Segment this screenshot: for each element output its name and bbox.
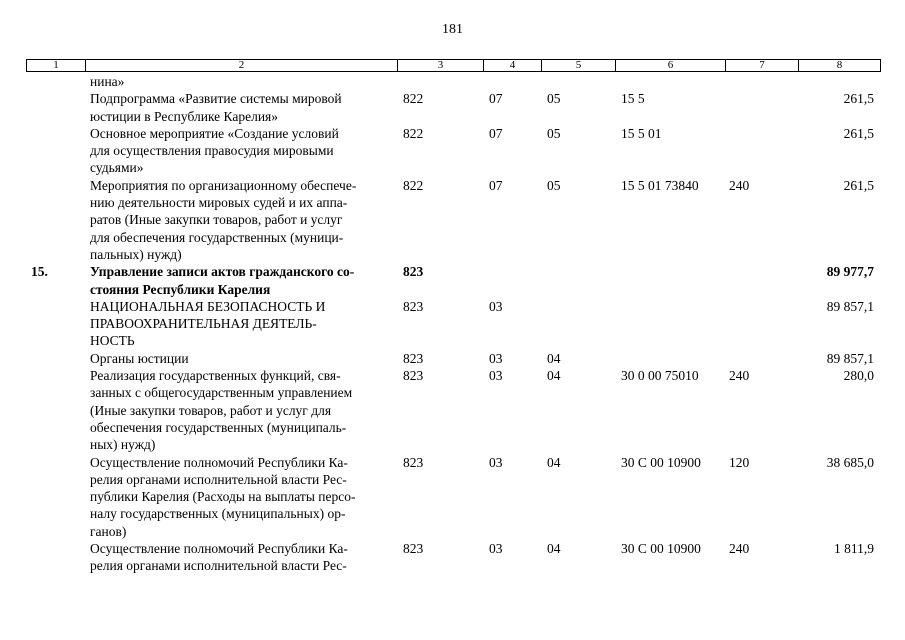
target-article-code: 30 С 00 10900 bbox=[621, 454, 701, 470]
section-code: 03 bbox=[489, 350, 503, 366]
subsection-code: 05 bbox=[547, 125, 561, 141]
row-name-line: обеспечения государственных (муниципаль- bbox=[90, 419, 347, 435]
department-code: 823 bbox=[403, 264, 424, 280]
subsection-code: 04 bbox=[547, 454, 561, 470]
department-code: 822 bbox=[403, 177, 424, 193]
amount: 280,0 bbox=[843, 368, 874, 384]
target-article-code: 30 С 00 10900 bbox=[621, 541, 701, 557]
department-code: 822 bbox=[403, 91, 424, 107]
row-name-line: ПРАВООХРАНИТЕЛЬНАЯ ДЕЯТЕЛЬ- bbox=[90, 316, 317, 332]
department-code: 823 bbox=[403, 298, 424, 314]
column-header-table bbox=[26, 59, 881, 72]
row-name-line: Органы юстиции bbox=[90, 350, 189, 366]
column-header-2: 2 bbox=[86, 60, 398, 72]
column-header-1: 1 bbox=[27, 60, 86, 72]
department-code: 822 bbox=[403, 125, 424, 141]
subsection-code: 05 bbox=[547, 177, 561, 193]
section-code: 07 bbox=[489, 177, 503, 193]
expense-type-code: 240 bbox=[729, 368, 750, 384]
row-name-line: нию деятельности мировых судей и их аппа- bbox=[90, 195, 348, 211]
amount: 38 685,0 bbox=[826, 454, 874, 470]
budget-table-body bbox=[26, 73, 880, 575]
row-name bbox=[90, 90, 398, 125]
target-article-code: 15 5 01 bbox=[621, 125, 662, 141]
section-code: 03 bbox=[489, 368, 503, 384]
row-name-line: Осуществление полномочий Республики Ка- bbox=[90, 454, 348, 470]
department-code: 823 bbox=[403, 368, 424, 384]
amount: 89 857,1 bbox=[826, 350, 874, 366]
table-row bbox=[26, 540, 880, 575]
amount: 261,5 bbox=[843, 177, 874, 193]
row-name-line: релия органами исполнительной власти Рес- bbox=[90, 558, 347, 574]
table-row bbox=[26, 90, 880, 125]
table-row bbox=[26, 125, 880, 177]
target-article-code: 15 5 01 73840 bbox=[621, 177, 699, 193]
row-name bbox=[90, 540, 398, 575]
row-name-line: судьями» bbox=[90, 160, 144, 176]
amount: 89 977,7 bbox=[826, 264, 874, 280]
row-name-line: ганов) bbox=[90, 523, 127, 539]
target-article-code: 30 0 00 75010 bbox=[621, 368, 699, 384]
row-name bbox=[90, 367, 398, 453]
table-row bbox=[26, 177, 880, 264]
column-header-row bbox=[27, 60, 881, 72]
subsection-code: 04 bbox=[547, 350, 561, 366]
table-row bbox=[26, 454, 880, 541]
section-code: 03 bbox=[489, 541, 503, 557]
row-name-line: для обеспечения государственных (муници- bbox=[90, 229, 344, 245]
row-name bbox=[90, 350, 398, 367]
column-header-7: 7 bbox=[726, 60, 799, 72]
row-name-line: Мероприятия по организационному обеспече- bbox=[90, 177, 357, 193]
department-code: 823 bbox=[403, 541, 424, 557]
row-name bbox=[90, 125, 398, 177]
amount: 89 857,1 bbox=[826, 298, 874, 314]
row-name-line: публики Карелия (Расходы на выплаты персо- bbox=[90, 489, 356, 505]
amount: 261,5 bbox=[843, 91, 874, 107]
row-name bbox=[90, 454, 398, 540]
row-name bbox=[90, 298, 398, 350]
row-name bbox=[90, 73, 398, 90]
row-name-line: Управление записи актов гражданского со- bbox=[90, 264, 355, 280]
subsection-code: 04 bbox=[547, 541, 561, 557]
table-row bbox=[26, 298, 880, 350]
subsection-code: 04 bbox=[547, 368, 561, 384]
row-name-line: НОСТЬ bbox=[90, 333, 135, 349]
row-name bbox=[90, 177, 398, 263]
row-name-line: юстиции в Республике Карелия» bbox=[90, 108, 279, 124]
row-name-line: для осуществления правосудия мировыми bbox=[90, 143, 334, 159]
column-header-8: 8 bbox=[799, 60, 881, 72]
row-name-line: налу государственных (муниципальных) ор- bbox=[90, 506, 346, 522]
column-header-5: 5 bbox=[542, 60, 616, 72]
expense-type-code: 120 bbox=[729, 454, 750, 470]
section-code: 03 bbox=[489, 298, 503, 314]
row-name-line: Основное мероприятие «Создание условий bbox=[90, 125, 339, 141]
row-name-line: ратов (Иные закупки товаров, работ и услуг bbox=[90, 212, 343, 228]
section-code: 07 bbox=[489, 91, 503, 107]
department-code: 823 bbox=[403, 454, 424, 470]
table-row bbox=[26, 73, 880, 90]
table-row bbox=[26, 263, 880, 298]
row-name-line: Реализация государственных функций, свя- bbox=[90, 368, 341, 384]
row-name-line: (Иные закупки товаров, работ и услуг для bbox=[90, 402, 332, 418]
row-name-line: НАЦИОНАЛЬНАЯ БЕЗОПАСНОСТЬ И bbox=[90, 298, 326, 314]
table-row bbox=[26, 350, 880, 367]
row-number: 15. bbox=[31, 264, 48, 280]
column-header-4: 4 bbox=[484, 60, 542, 72]
row-name-line: Осуществление полномочий Республики Ка- bbox=[90, 541, 348, 557]
row-name-line: релия органами исполнительной власти Рес- bbox=[90, 471, 347, 487]
row-name-line: нина» bbox=[90, 74, 125, 89]
amount: 261,5 bbox=[843, 125, 874, 141]
amount: 1 811,9 bbox=[834, 541, 874, 557]
row-name-line: стояния Республики Карелия bbox=[90, 281, 271, 297]
expense-type-code: 240 bbox=[729, 177, 750, 193]
subsection-code: 05 bbox=[547, 91, 561, 107]
row-name-line: Подпрограмма «Развитие системы мировой bbox=[90, 91, 342, 107]
row-name bbox=[90, 263, 398, 298]
section-code: 03 bbox=[489, 454, 503, 470]
department-code: 823 bbox=[403, 350, 424, 366]
row-name-line: занных с общегосударственным управлением bbox=[90, 385, 353, 401]
column-header-3: 3 bbox=[398, 60, 484, 72]
row-name-line: ных) нужд) bbox=[90, 437, 156, 453]
page-number: 181 bbox=[442, 22, 463, 37]
section-code: 07 bbox=[489, 125, 503, 141]
column-header-6: 6 bbox=[616, 60, 726, 72]
target-article-code: 15 5 bbox=[621, 91, 645, 107]
row-name-line: пальных) нужд) bbox=[90, 246, 182, 262]
expense-type-code: 240 bbox=[729, 541, 750, 557]
table-row bbox=[26, 367, 880, 454]
